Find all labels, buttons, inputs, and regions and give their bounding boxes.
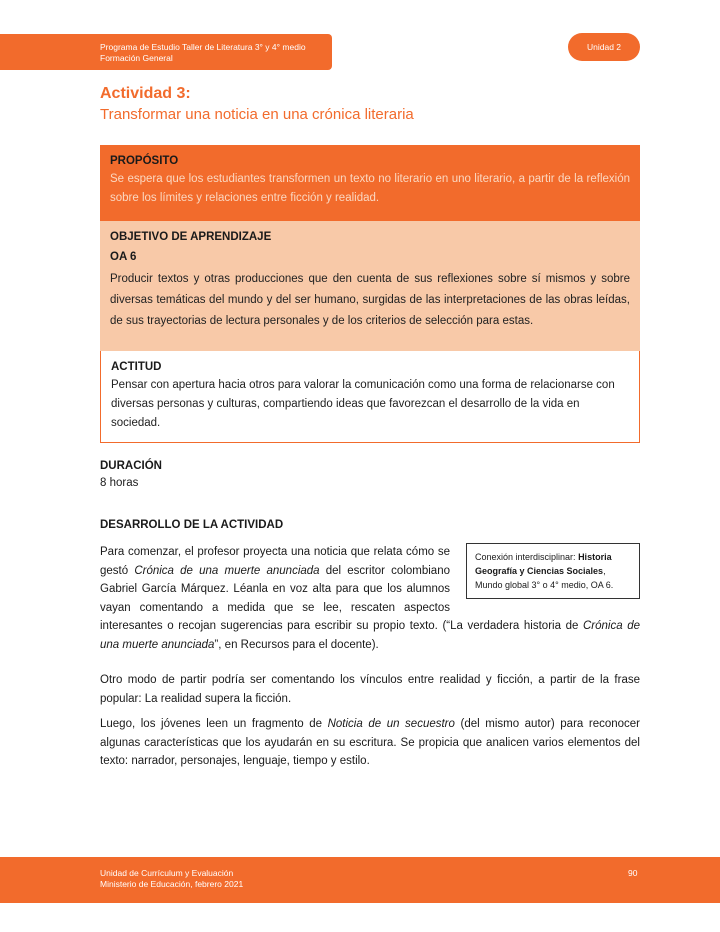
program-line-1: Programa de Estudio Taller de Literatura 3° y 4° medio <box>100 42 306 52</box>
interdisciplinary-connection-box <box>466 543 640 599</box>
p3-text-c: (del mismo autor) para reconocer algunas características que los ayudarán en su escritura. Se propicia que analicen varios elementos del texto: narrador, personajes, lenguaje, tiempo y estilo. <box>100 718 640 767</box>
development-paragraph-1 <box>100 543 640 654</box>
p1-text-c: del escritor colombiano Gabriel García Márquez. Léanla en voz alta para que los alumnos vayan comentando a medida que se lee, rescaten aspectos interesantes o recojan sugerencias para escribir su propio texto. (“La verdadera historia de <box>100 564 583 632</box>
development-paragraph-2: Otro modo de partir podría ser comentando los vínculos entre realidad y ficción, a partir de la frase popular: La realidad supera la ficción. <box>100 674 640 705</box>
objective-box <box>100 221 640 351</box>
development-heading: DESARROLLO DE LA ACTIVIDAD <box>100 519 284 531</box>
duration-label: DURACIÓN <box>100 460 162 472</box>
program-line-2: Formación General <box>100 53 173 63</box>
p3-text-a: Luego, los jóvenes leen un fragmento de <box>100 718 328 730</box>
connection-suffix: , Mundo global 3° o 4° medio, OA 6. <box>475 566 614 590</box>
attitude-box <box>100 351 640 443</box>
p1-text-e: ”, en Recursos para el docente). <box>214 638 379 651</box>
p1-book-title: Crónica de una muerte anunciada <box>134 564 320 577</box>
activity-subtitle: Transformar una noticia en una crónica literaria <box>100 106 414 123</box>
program-title <box>100 42 306 64</box>
attitude-text: Pensar con apertura hacia otros para valorar la comunicación como una forma de relacionarse con diversas personas y culturas, compartiendo ideas que favorezcan el desarrollo de la vida en sociedad. <box>111 379 615 429</box>
p3-book-title: Noticia de un secuestro <box>327 718 455 730</box>
duration-value: 8 horas <box>100 477 139 489</box>
purpose-heading: PROPÓSITO <box>110 155 179 167</box>
connection-prefix: Conexión interdisciplinar: <box>475 552 579 562</box>
purpose-box <box>100 145 640 221</box>
purpose-text: Se espera que los estudiantes transformen un texto no literario en uno literario, a partir de la reflexión sobre los límites y relaciones entre ficción y realidad. <box>110 173 630 204</box>
p1-book-title-2: Crónica de una muerte anunciada <box>100 620 640 651</box>
footer-credits <box>100 868 243 890</box>
page-number: 90 <box>628 868 638 878</box>
objective-heading: OBJETIVO DE APRENDIZAJE <box>110 231 272 243</box>
development-paragraph-3 <box>100 715 640 771</box>
connection-subject: Historia Geografía y Ciencias Sociales <box>475 552 612 576</box>
activity-title: Actividad 3: <box>100 85 191 102</box>
attitude-heading: ACTITUD <box>111 361 162 373</box>
footer-line-2: Ministerio de Educación, febrero 2021 <box>100 879 244 889</box>
p1-text-a: Para comenzar, el profesor proyecta una noticia que relata cómo se gestó <box>100 546 450 577</box>
objective-code: OA 6 <box>110 251 137 263</box>
unit-badge: Unidad 2 <box>568 33 640 61</box>
objective-text: Producir textos y otras producciones que den cuenta de sus reflexiones sobre sí mismos y sobre diversas temáticas del mundo y del ser humano, surgidas de las interpretaciones de las obras leídas, de sus trayectorias de lectura personales y de los criterios de selección para estas. <box>110 273 630 327</box>
footer-line-1: Unidad de Currículum y Evaluación <box>100 868 234 878</box>
